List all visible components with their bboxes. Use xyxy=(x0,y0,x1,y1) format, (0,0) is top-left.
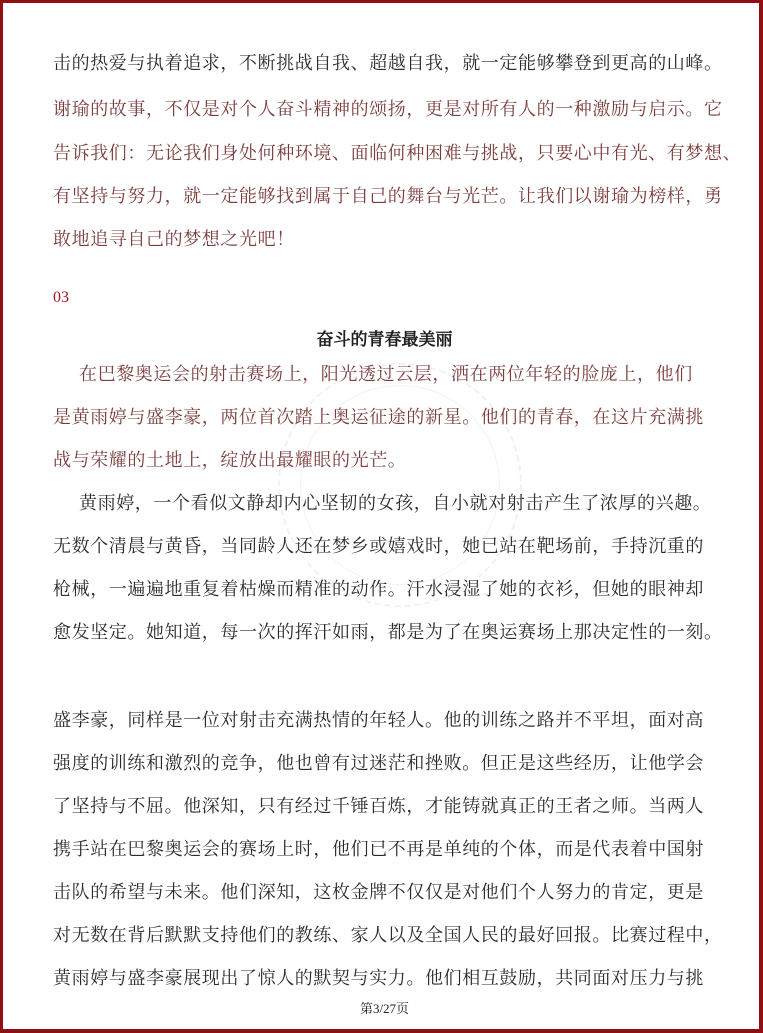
text-line: 对无数在背后默默支持他们的教练、家人以及全国人民的最好回报。比赛过程中， xyxy=(53,925,723,946)
text-line: 击的热爱与执着追求，不断挑战自我、超越自我，就一定能够攀登到更高的山峰。 xyxy=(53,53,723,74)
text-line: 盛李豪，同样是一位对射击充满热情的年轻人。他的训练之路并不平坦，面对高 xyxy=(53,710,704,731)
text-line: 有坚持与努力，就一定能够找到属于自己的舞台与光芒。让我们以谢瑜为榜样，勇 xyxy=(53,186,723,207)
text-line: 战与荣耀的土地上，绽放出最耀眼的光芒。 xyxy=(53,450,407,471)
text-line: 了坚持与不屈。他深知，只有经过千锤百炼，才能铸就真正的王者之师。当两人 xyxy=(53,796,704,817)
section-number: 03 xyxy=(53,289,69,306)
text-line: 无数个清晨与黄昏，当同龄人还在梦乡或嬉戏时，她已站在靶场前，手持沉重的 xyxy=(53,536,704,557)
text-line: 是黄雨婷与盛李豪，两位首次踏上奥运征途的新星。他们的青春，在这片充满挑 xyxy=(53,407,704,428)
text-line: 谢瑜的故事，不仅是对个人奋斗精神的颂扬，更是对所有人的一种激励与启示。它 xyxy=(53,99,723,120)
text-line: 击队的希望与未来。他们深知，这枚金牌不仅仅是对他们个人努力的肯定，更是 xyxy=(53,882,704,903)
text-line: 黄雨婷，一个看似文静却内心坚韧的女孩，自小就对射击产生了浓厚的兴趣。 xyxy=(79,493,712,514)
text-line: 在巴黎奥运会的射击赛场上，阳光透过云层，洒在两位年轻的脸庞上，他们 xyxy=(79,364,693,385)
text-line: 黄雨婷与盛李豪展现出了惊人的默契与实力。他们相互鼓励，共同面对压力与挑 xyxy=(53,968,704,989)
section-title: 奋斗的青春最美丽 xyxy=(316,330,453,350)
text-line: 告诉我们：无论我们身处何种环境、面临何种困难与挑战，只要心中有光、有梦想、 xyxy=(53,143,742,164)
watermark-stamp xyxy=(278,363,522,607)
text-line: 愈发坚定。她知道，每一次的挥汗如雨，都是为了在奥运赛场上那决定性的一刻。 xyxy=(53,622,723,643)
text-line: 敢地追寻自己的梦想之光吧！ xyxy=(53,229,295,250)
text-line: 枪械，一遍遍地重复着枯燥而精准的动作。汗水浸湿了她的衣衫，但她的眼神却 xyxy=(53,579,704,600)
page-number: 第3/27页 xyxy=(359,1001,410,1016)
text-line: 强度的训练和激烈的竞争，他也曾有过迷茫和挫败。但正是这些经历，让他学会 xyxy=(53,753,704,774)
text-line: 携手站在巴黎奥运会的赛场上时，他们已不再是单纯的个体，而是代表着中国射 xyxy=(53,839,704,860)
